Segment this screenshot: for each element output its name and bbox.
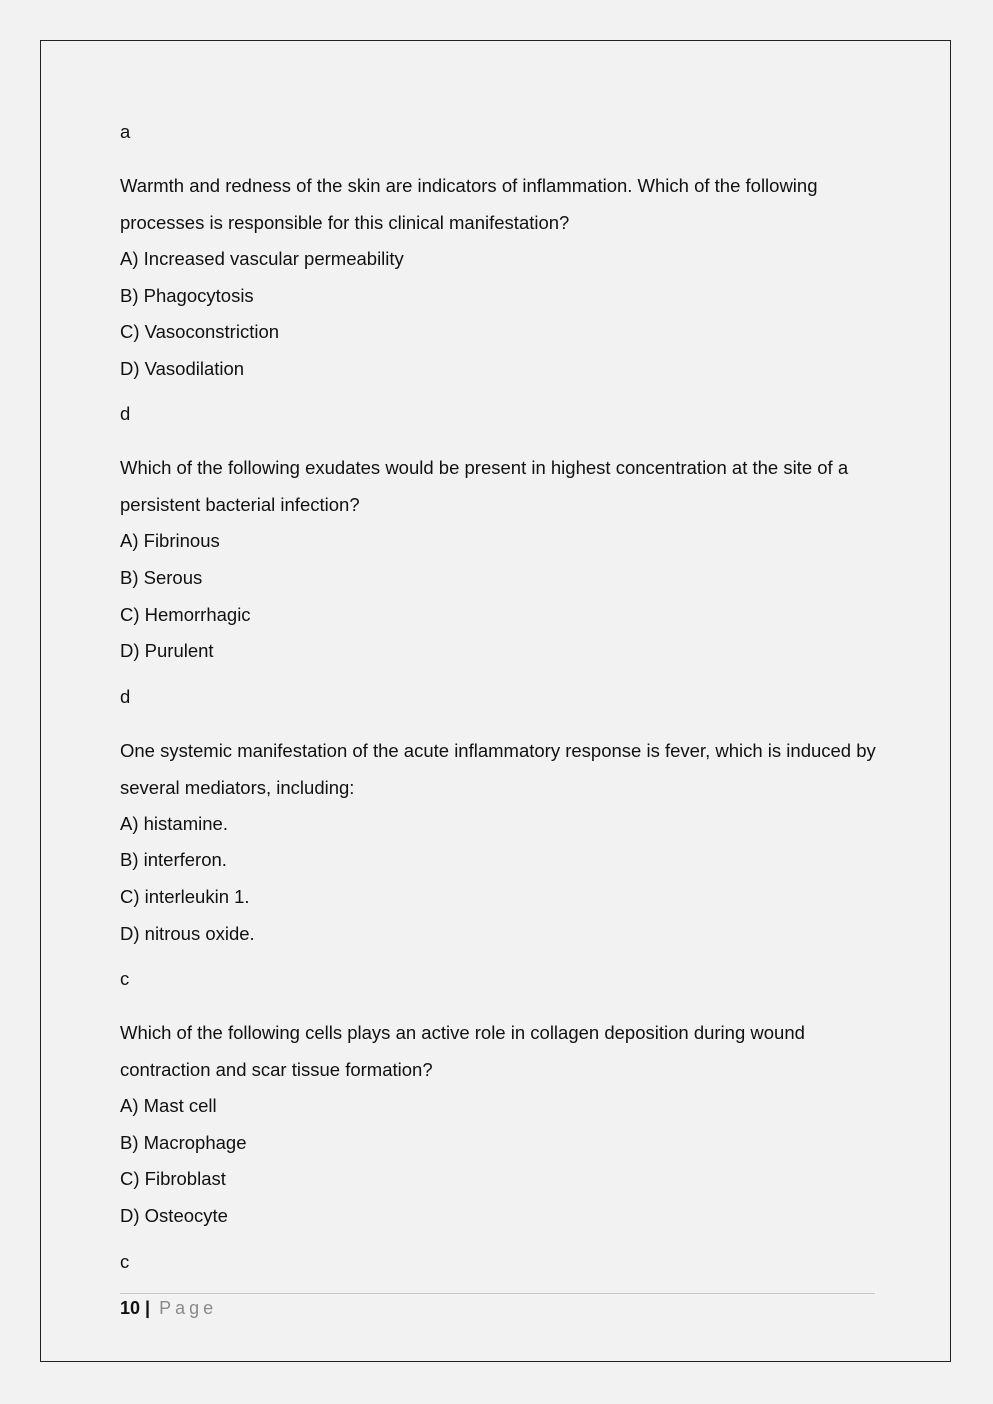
question-text: Which of the following cells plays an active role in collagen deposition during wound contraction and scar tissue formation? <box>120 1022 805 1081</box>
question-block <box>120 732 880 952</box>
option-a: A) histamine. <box>120 812 228 834</box>
option-b: B) Serous <box>120 566 203 588</box>
footer-separator: | <box>145 1298 151 1318</box>
option-a: A) Increased vascular permeability <box>120 248 404 269</box>
option-c: C) Fibroblast <box>120 1168 226 1190</box>
option-c: C) Hemorrhagic <box>120 603 251 625</box>
option-d: D) Vasodilation <box>120 357 245 379</box>
answer-line: c <box>120 968 130 990</box>
option-a: A) Fibrinous <box>120 530 220 552</box>
option-d: D) Purulent <box>120 640 214 662</box>
option-a: A) Mast cell <box>120 1095 217 1117</box>
option-c: C) Vasoconstriction <box>120 321 280 343</box>
page-number: 10 <box>120 1298 141 1318</box>
question-text: One systemic manifestation of the acute inflammatory response is fever, which is induced by several mediators, including: <box>120 739 876 798</box>
option-b: B) Macrophage <box>120 1131 247 1153</box>
page-label: Page <box>159 1298 218 1318</box>
page-footer <box>120 1296 217 1320</box>
question-text: Warmth and redness of the skin are indicators of inflammation. Which of the following processes is responsible for this clinical manifestation? <box>120 175 818 233</box>
answer-line: c <box>120 1250 130 1272</box>
question-block <box>120 449 880 669</box>
option-c: C) interleukin 1. <box>120 885 250 907</box>
question-block <box>120 167 880 387</box>
question-text: Which of the following exudates would be present in highest concentration at the site of a persistent bacterial infection? <box>120 457 849 516</box>
option-b: B) interferon. <box>120 849 227 871</box>
footer-divider <box>120 1293 875 1294</box>
option-d: D) Osteocyte <box>120 1204 228 1226</box>
answer-line: d <box>120 685 131 707</box>
option-b: B) Phagocytosis <box>120 284 254 306</box>
answer-line: a <box>120 121 131 142</box>
answer-line: d <box>120 403 131 425</box>
option-d: D) nitrous oxide. <box>120 922 255 944</box>
document-body <box>120 117 880 1297</box>
question-block <box>120 1014 880 1234</box>
